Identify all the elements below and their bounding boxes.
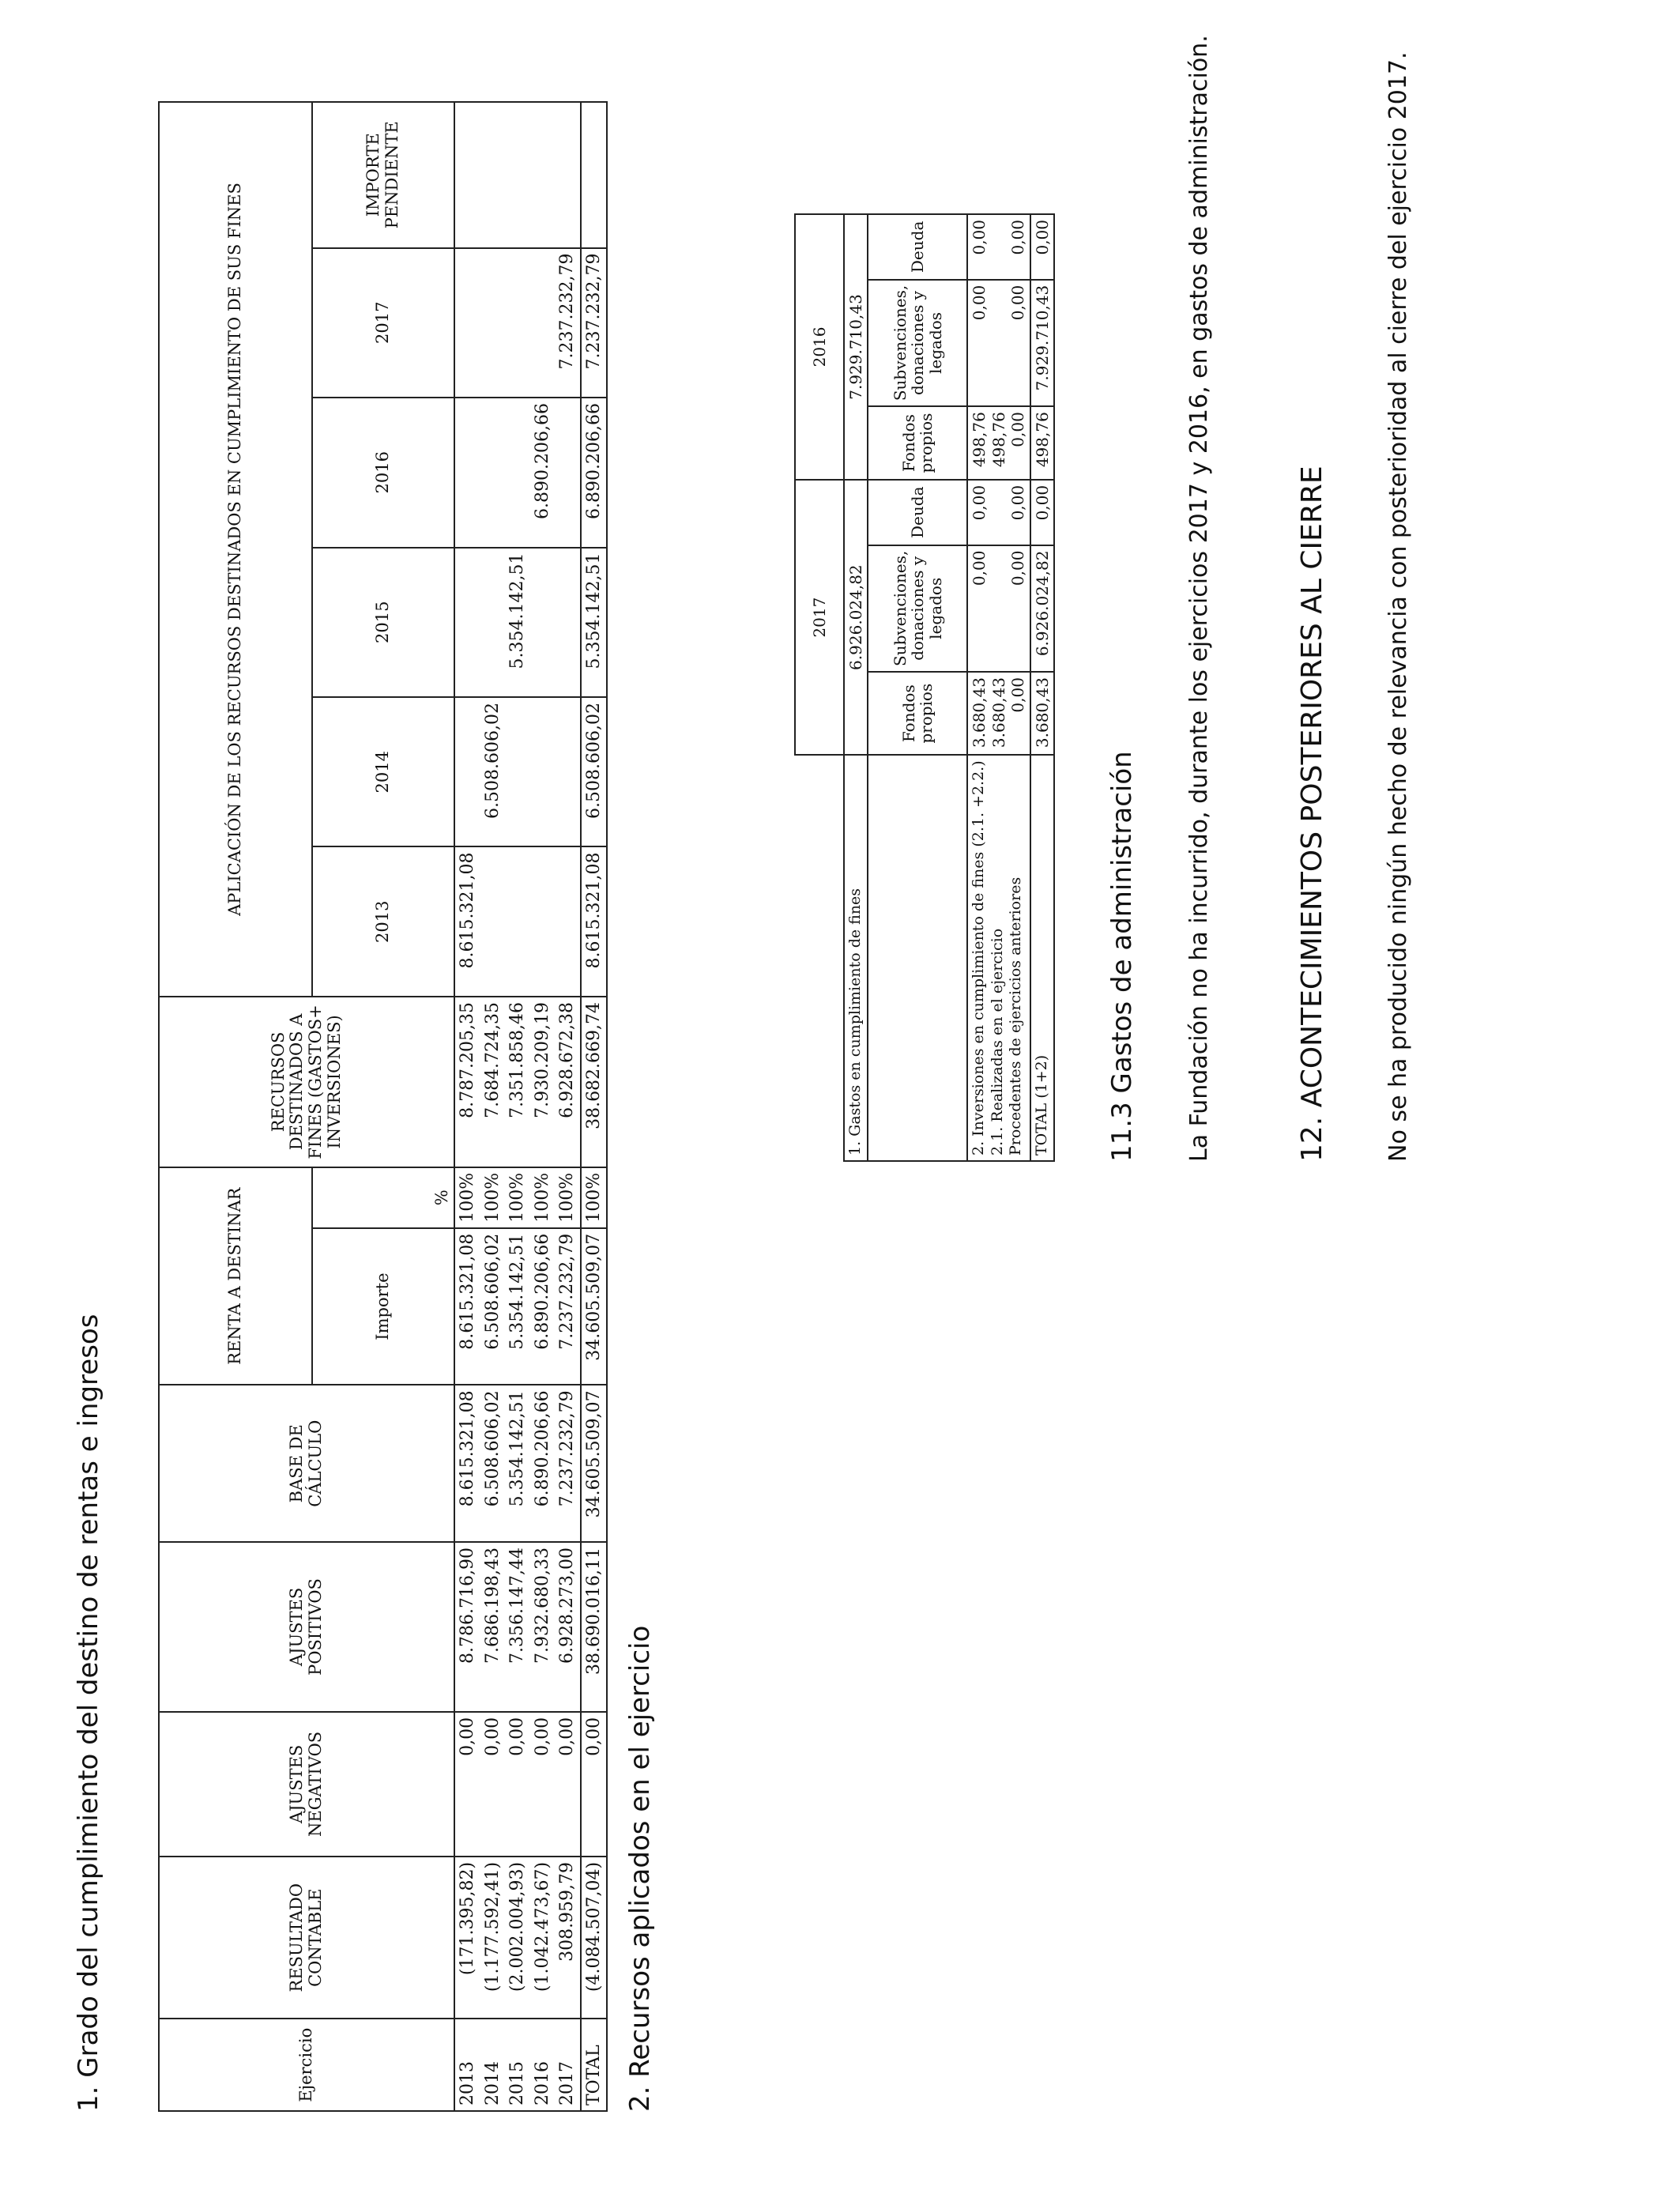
t2-total-2017-fp: 3.680,43 bbox=[1030, 672, 1054, 755]
t2-cell: 0,00 bbox=[1008, 484, 1028, 521]
cell-pct: 100% bbox=[555, 1167, 581, 1228]
cell-a2017 bbox=[505, 248, 530, 398]
header-importe-pendiente: IMPORTE PENDIENTE bbox=[312, 102, 454, 248]
t2-2016-fondos-propios: Fondos propios bbox=[868, 406, 967, 480]
t2-inv-2016-sub bbox=[967, 280, 1030, 406]
cell-a2015: 5.354.142,51 bbox=[581, 548, 608, 697]
cell-aj_neg: 0,00 bbox=[480, 1712, 506, 1857]
t2-cell: 498,76 bbox=[989, 412, 1008, 468]
cell-a2014 bbox=[530, 697, 556, 846]
section-3-paragraph: La Fundación no ha incurrido, durante los ejercicios 2017 y 2016, en gastos de administración. bbox=[1185, 35, 1213, 1162]
cell-a2015 bbox=[555, 548, 581, 697]
t2-total-2016-sub: 7.929.710,43 bbox=[1030, 280, 1054, 406]
cell-a2013 bbox=[505, 846, 530, 996]
t2-cell: 0,00 bbox=[970, 285, 989, 321]
cell-a2013 bbox=[480, 846, 506, 996]
t2-cell: 0,00 bbox=[1008, 412, 1028, 447]
t2-inv-2016-fp bbox=[967, 406, 1030, 480]
cell-resultado: (1.042.473,67) bbox=[530, 1857, 556, 2019]
cell-a2013: 8.615.321,08 bbox=[581, 846, 608, 996]
cell-a2014: 6.508.606,02 bbox=[480, 697, 506, 846]
cell-aj_neg: 0,00 bbox=[581, 1712, 608, 1857]
cell-base: 8.615.321,08 bbox=[454, 1385, 480, 1542]
recursos-aplicados-table bbox=[794, 213, 1055, 1162]
cell-pct: 100% bbox=[480, 1167, 506, 1228]
cell-a2016 bbox=[454, 398, 480, 547]
t2-total-2017-sub: 6.926.024,82 bbox=[1030, 545, 1054, 672]
cell-aj_neg: 0,00 bbox=[555, 1712, 581, 1857]
cell-importe: 6.508.606,02 bbox=[480, 1228, 506, 1385]
cell-a2015 bbox=[480, 548, 506, 697]
cell-pendiente bbox=[581, 102, 608, 248]
t2-2017-deuda: Deuda bbox=[868, 480, 967, 545]
cell-pct: 100% bbox=[505, 1167, 530, 1228]
cell-resultado: (2.002.004,93) bbox=[505, 1857, 530, 2019]
table-row bbox=[480, 102, 506, 2111]
t2-cell bbox=[989, 485, 1008, 540]
cell-recursos: 7.930.209,19 bbox=[530, 997, 556, 1167]
cell-recursos: 8.787.205,35 bbox=[454, 997, 480, 1167]
header-renta-destinar: RENTA A DESTINAR bbox=[159, 1167, 312, 1385]
cell-base: 5.354.142,51 bbox=[505, 1385, 530, 1542]
cell-pendiente bbox=[530, 102, 556, 248]
cell-a2016 bbox=[505, 398, 530, 547]
section-3-title: 11.3 Gastos de administración bbox=[1106, 751, 1138, 1162]
t2-cell bbox=[989, 285, 1008, 401]
table-row bbox=[505, 102, 530, 2111]
cell-pct: 100% bbox=[581, 1167, 608, 1228]
cell-importe: 5.354.142,51 bbox=[505, 1228, 530, 1385]
cell-a2016 bbox=[555, 398, 581, 547]
section-4-title: 12. ACONTECIMIENTOS POSTERIORES AL CIERRE bbox=[1296, 466, 1328, 1162]
cell-resultado: (1.177.592,41) bbox=[480, 1857, 506, 2019]
t2-cell: 0,00 bbox=[1008, 285, 1028, 321]
cell-importe: 34.605.509,07 bbox=[581, 1228, 608, 1385]
t2-row1-2016: 7.929.710,43 bbox=[844, 214, 868, 480]
t2-total-label: TOTAL (1+2) bbox=[1030, 755, 1054, 1161]
header-pct-spacer bbox=[312, 1167, 427, 1228]
table-row bbox=[530, 102, 556, 2111]
cell-ejercicio: TOTAL bbox=[581, 2019, 608, 2111]
t2-2017-fondos-propios: Fondos propios bbox=[868, 672, 967, 755]
cell-ejercicio: 2017 bbox=[555, 2019, 581, 2111]
cell-aj_pos: 7.686.198,43 bbox=[480, 1542, 506, 1712]
header-recursos-destinados: RECURSOS DESTINADOS A FINES (GASTOS+ INVERSIONES) bbox=[159, 997, 454, 1167]
t2-inversiones-labels bbox=[967, 755, 1030, 1161]
cell-importe: 8.615.321,08 bbox=[454, 1228, 480, 1385]
header-2017: 2017 bbox=[312, 248, 454, 398]
t2-cell: 0,00 bbox=[1008, 220, 1028, 255]
t2-cell: 0,00 bbox=[970, 220, 989, 255]
cell-a2017: 7.237.232,79 bbox=[581, 248, 608, 398]
cell-recursos: 7.684.724,35 bbox=[480, 997, 506, 1167]
t2-total-2016-fp: 498,76 bbox=[1030, 406, 1054, 480]
cell-aj_neg: 0,00 bbox=[505, 1712, 530, 1857]
renta-destino-table bbox=[158, 101, 608, 2112]
table-row bbox=[454, 102, 480, 2111]
cell-a2017 bbox=[454, 248, 480, 398]
cell-a2014: 6.508.606,02 bbox=[581, 697, 608, 846]
cell-importe: 6.890.206,66 bbox=[530, 1228, 556, 1385]
cell-aj_pos: 7.932.680,33 bbox=[530, 1542, 556, 1712]
t2-2016-deuda: Deuda bbox=[868, 214, 967, 280]
cell-ejercicio: 2016 bbox=[530, 2019, 556, 2111]
cell-resultado: (4.084.507,04) bbox=[581, 1857, 608, 2019]
t2-total-2017-deu: 0,00 bbox=[1030, 480, 1054, 545]
cell-a2015 bbox=[454, 548, 480, 697]
cell-a2016 bbox=[480, 398, 506, 547]
table-row bbox=[555, 102, 581, 2111]
cell-pendiente bbox=[454, 102, 480, 248]
cell-a2017 bbox=[480, 248, 506, 398]
t2-inv-2017-fp bbox=[967, 672, 1030, 755]
t2-cell: 0,00 bbox=[970, 484, 989, 521]
t2-cell: 0,00 bbox=[970, 550, 989, 586]
header-ajustes-negativos: AJUSTES NEGATIVOS bbox=[159, 1712, 454, 1857]
section-1-title: 1. Grado del cumplimiento del destino de rentas e ingresos bbox=[73, 1314, 104, 2112]
section-4-paragraph: No se ha producido ningún hecho de relevancia con posterioridad al cierre del ejercicio 2017. bbox=[1384, 51, 1412, 1162]
table1-body bbox=[454, 102, 581, 2111]
cell-a2015: 5.354.142,51 bbox=[505, 548, 530, 697]
cell-a2013 bbox=[530, 846, 556, 996]
cell-pendiente bbox=[555, 102, 581, 248]
t2-corner bbox=[795, 755, 844, 1161]
cell-aj_neg: 0,00 bbox=[454, 1712, 480, 1857]
cell-importe: 7.237.232,79 bbox=[555, 1228, 581, 1385]
table1-total-row bbox=[581, 102, 608, 2111]
header-importe: Importe bbox=[312, 1228, 454, 1385]
t2-row1-2017: 6.926.024,82 bbox=[844, 480, 868, 755]
cell-pendiente bbox=[480, 102, 506, 248]
cell-aj_pos: 7.356.147,44 bbox=[505, 1542, 530, 1712]
t2-subheader-spacer bbox=[868, 755, 967, 1161]
t2-cell: 3.680,43 bbox=[970, 677, 989, 748]
cell-aj_pos: 8.786.716,90 bbox=[454, 1542, 480, 1712]
t2-cell: 0,00 bbox=[1008, 677, 1028, 713]
cell-a2016: 6.890.206,66 bbox=[581, 398, 608, 547]
cell-a2017: 7.237.232,79 bbox=[555, 248, 581, 398]
table1-total bbox=[581, 102, 608, 2111]
cell-base: 7.237.232,79 bbox=[555, 1385, 581, 1542]
cell-a2017 bbox=[530, 248, 556, 398]
header-pct: % bbox=[427, 1167, 454, 1228]
cell-resultado: 308.959,79 bbox=[555, 1857, 581, 2019]
cell-a2014 bbox=[454, 697, 480, 846]
t2-row2-label: 2. Inversiones en cumplimiento de fines (2.1. +2.2.) bbox=[970, 760, 988, 1155]
cell-recursos: 38.682.669,74 bbox=[581, 997, 608, 1167]
t2-2017-subvenciones: Subvenciones, donaciones y legados bbox=[868, 545, 967, 672]
header-2016: 2016 bbox=[312, 398, 454, 547]
header-ajustes-positivos: AJUSTES POSITIVOS bbox=[159, 1542, 454, 1712]
header-2015: 2015 bbox=[312, 548, 454, 697]
t2-cell bbox=[989, 220, 1008, 274]
t2-header-2016: 2016 bbox=[795, 214, 844, 480]
cell-a2015 bbox=[530, 548, 556, 697]
cell-resultado: (171.395,82) bbox=[454, 1857, 480, 2019]
header-base-calculo: BASE DE CÁLCULO bbox=[159, 1385, 454, 1542]
t2-row22-label: Procedentes de ejercicios anteriores bbox=[1006, 876, 1024, 1155]
cell-a2013 bbox=[555, 846, 581, 996]
cell-recursos: 7.351.858,46 bbox=[505, 997, 530, 1167]
t2-cell: 3.680,43 bbox=[989, 677, 1008, 748]
t2-inv-2016-deu bbox=[967, 214, 1030, 280]
t2-header-2017: 2017 bbox=[795, 480, 844, 755]
cell-ejercicio: 2014 bbox=[480, 2019, 506, 2111]
cell-aj_pos: 38.690.016,11 bbox=[581, 1542, 608, 1712]
cell-pct: 100% bbox=[454, 1167, 480, 1228]
t2-row21-label: 2.1. Realizadas en el ejercicio bbox=[988, 928, 1006, 1155]
cell-a2014 bbox=[555, 697, 581, 846]
t2-cell bbox=[989, 551, 1008, 666]
cell-base: 34.605.509,07 bbox=[581, 1385, 608, 1542]
cell-ejercicio: 2015 bbox=[505, 2019, 530, 2111]
section-2-title: 2. Recursos aplicados en el ejercicio bbox=[624, 1625, 656, 2112]
t2-inv-2017-deu bbox=[967, 480, 1030, 545]
t2-cell: 0,00 bbox=[1008, 550, 1028, 586]
cell-base: 6.508.606,02 bbox=[480, 1385, 506, 1542]
cell-pct: 100% bbox=[530, 1167, 556, 1228]
t2-cell: 498,76 bbox=[970, 412, 989, 468]
header-resultado-contable: RESULTADO CONTABLE bbox=[159, 1857, 454, 2019]
cell-recursos: 6.928.672,38 bbox=[555, 997, 581, 1167]
t2-2016-subvenciones: Subvenciones, donaciones y legados bbox=[868, 280, 967, 406]
cell-a2014 bbox=[505, 697, 530, 846]
cell-aj_pos: 6.928.273,00 bbox=[555, 1542, 581, 1712]
cell-pendiente bbox=[505, 102, 530, 248]
t2-row1-label: 1. Gastos en cumplimiento de fines bbox=[844, 755, 868, 1161]
header-ejercicio: Ejercicio bbox=[159, 2019, 454, 2111]
header-aplicacion: APLICACIÓN DE LOS RECURSOS DESTINADOS EN CUMPLIMIENTO DE SUS FINES bbox=[159, 102, 312, 997]
header-2014: 2014 bbox=[312, 697, 454, 846]
cell-base: 6.890.206,66 bbox=[530, 1385, 556, 1542]
t2-total-2016-deu: 0,00 bbox=[1030, 214, 1054, 280]
cell-a2013: 8.615.321,08 bbox=[454, 846, 480, 996]
header-2013: 2013 bbox=[312, 846, 454, 996]
cell-ejercicio: 2013 bbox=[454, 2019, 480, 2111]
t2-inv-2017-sub bbox=[967, 545, 1030, 672]
cell-a2016: 6.890.206,66 bbox=[530, 398, 556, 547]
cell-aj_neg: 0,00 bbox=[530, 1712, 556, 1857]
